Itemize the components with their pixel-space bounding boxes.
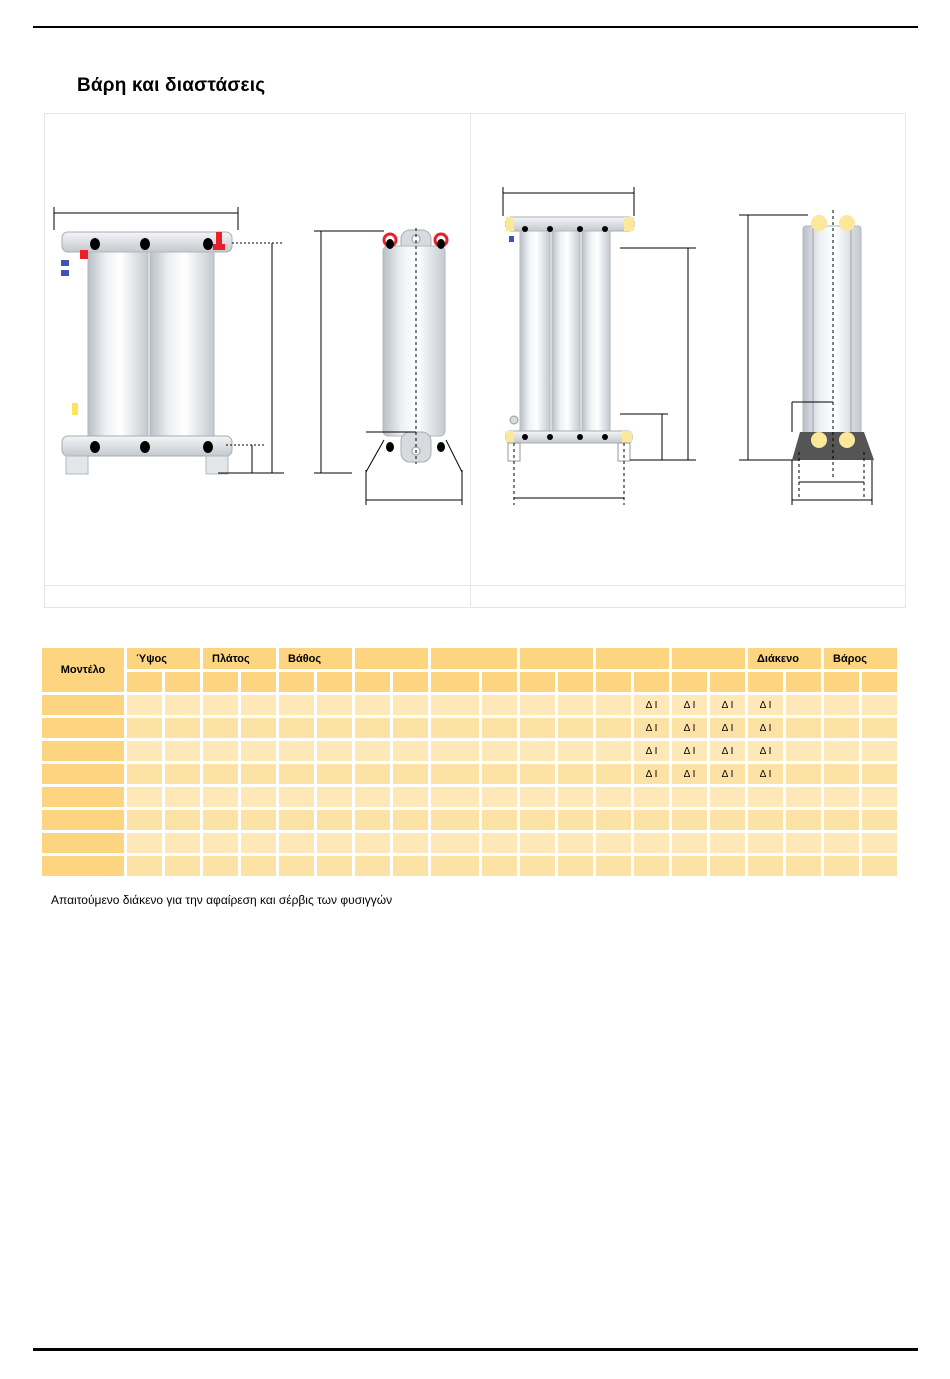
table-cell: [520, 718, 555, 738]
table-cell: [824, 764, 859, 784]
table-cell: [127, 787, 162, 807]
subheader-cell: [634, 672, 669, 692]
table-cell: [431, 764, 479, 784]
table-cell: [558, 856, 593, 876]
table-cell: [431, 856, 479, 876]
table-cell: [748, 833, 783, 853]
table-cell: [355, 764, 390, 784]
table-cell: [393, 695, 428, 715]
table-cell: [672, 810, 707, 830]
table-cell: [596, 741, 631, 761]
table-cell: [241, 764, 276, 784]
table-cell: [355, 810, 390, 830]
table-cell: [824, 810, 859, 830]
table-cell: [748, 856, 783, 876]
table-cell: [824, 741, 859, 761]
table-cell: [203, 741, 238, 761]
model-cell: [42, 810, 124, 830]
table-cell: [317, 856, 352, 876]
table-cell: [355, 695, 390, 715]
table-cell: [127, 810, 162, 830]
table-cell: [482, 718, 517, 738]
dimension-drawings: [0, 0, 950, 620]
table-cell: Δ Ι: [634, 764, 669, 784]
table-cell: Δ Ι: [634, 718, 669, 738]
table-cell: [203, 856, 238, 876]
table-row: [42, 741, 900, 761]
table-cell: [317, 810, 352, 830]
table-cell: [786, 787, 821, 807]
table-cell: [127, 741, 162, 761]
model-cell: [42, 833, 124, 853]
column-header-group-4: [355, 648, 428, 669]
column-header-group-6: [520, 648, 593, 669]
table-cell: [355, 856, 390, 876]
table-cell: [165, 833, 200, 853]
table-cell: [431, 787, 479, 807]
dimensions-table: [39, 645, 903, 879]
table-cell: [862, 718, 897, 738]
table-cell: [520, 856, 555, 876]
table-cell: [241, 741, 276, 761]
table-cell: Δ Ι: [710, 764, 745, 784]
table-cell: [634, 787, 669, 807]
table-cell: [317, 718, 352, 738]
table-cell: [862, 741, 897, 761]
table-cell: [634, 810, 669, 830]
column-header-width: Πλάτος: [203, 648, 276, 669]
table-cell: [279, 764, 314, 784]
table-cell: [748, 787, 783, 807]
table-cell: [862, 787, 897, 807]
table-cell: [634, 833, 669, 853]
table-cell: [127, 833, 162, 853]
table-cell: [393, 741, 428, 761]
table-row: [42, 787, 900, 807]
side-view-drawing-1: [314, 228, 462, 505]
table-cell: [279, 741, 314, 761]
table-cell: [241, 695, 276, 715]
table-cell: [355, 787, 390, 807]
table-row: [42, 856, 900, 876]
table-cell: [203, 695, 238, 715]
subheader-cell: [672, 672, 707, 692]
table-cell: [165, 718, 200, 738]
model-cell: [42, 764, 124, 784]
table-cell: [520, 695, 555, 715]
table-cell: [165, 787, 200, 807]
table-cell: [786, 833, 821, 853]
table-cell: [241, 856, 276, 876]
table-cell: [355, 741, 390, 761]
table-cell: [203, 764, 238, 784]
table-row: [42, 764, 900, 784]
table-cell: [558, 764, 593, 784]
table-cell: [482, 764, 517, 784]
table-cell: [203, 718, 238, 738]
subheader-cell: [558, 672, 593, 692]
table-cell: [165, 741, 200, 761]
table-cell: [279, 810, 314, 830]
table-cell: Δ Ι: [634, 695, 669, 715]
table-cell: [596, 810, 631, 830]
model-cell: [42, 787, 124, 807]
subheader-cell: [596, 672, 631, 692]
column-header-clearance: Διάκενο: [748, 648, 821, 669]
subheader-cell: [520, 672, 555, 692]
table-cell: [558, 833, 593, 853]
table-cell: [862, 810, 897, 830]
table-cell: [824, 833, 859, 853]
table-cell: Δ Ι: [634, 741, 669, 761]
column-header-group-5: [431, 648, 517, 669]
table-cell: [317, 833, 352, 853]
table-cell: [279, 856, 314, 876]
table-cell: [317, 764, 352, 784]
subheader-cell: [317, 672, 352, 692]
page-title: Βάρη και διαστάσεις: [77, 75, 266, 96]
table-row: [42, 810, 900, 830]
subheader-cell: [710, 672, 745, 692]
table-cell: [393, 833, 428, 853]
table-cell: [558, 787, 593, 807]
table-cell: [317, 695, 352, 715]
table-cell: [558, 741, 593, 761]
table-cell: [862, 695, 897, 715]
table-cell: [431, 810, 479, 830]
table-cell: [520, 787, 555, 807]
table-cell: [824, 718, 859, 738]
table-row: [42, 718, 900, 738]
table-cell: [710, 787, 745, 807]
model-cell: [42, 741, 124, 761]
table-cell: [520, 833, 555, 853]
table-subheader-row: [42, 672, 900, 692]
table-cell: [165, 810, 200, 830]
table-cell: [596, 718, 631, 738]
table-cell: [672, 787, 707, 807]
table-cell: [786, 718, 821, 738]
table-cell: [127, 695, 162, 715]
table-cell: [786, 810, 821, 830]
table-cell: [279, 833, 314, 853]
subheader-cell: [862, 672, 897, 692]
subheader-cell: [127, 672, 162, 692]
table-cell: [824, 787, 859, 807]
table-cell: [862, 856, 897, 876]
subheader-cell: [165, 672, 200, 692]
table-cell: [558, 810, 593, 830]
table-cell: Δ Ι: [748, 718, 783, 738]
table-cell: [317, 787, 352, 807]
table-cell: Δ Ι: [710, 741, 745, 761]
subheader-cell: [748, 672, 783, 692]
column-header-depth: Βάθος: [279, 648, 352, 669]
footnote: Απαιτούμενο διάκενο για την αφαίρεση και σέρβις των φυσιγγών: [51, 893, 393, 907]
table-cell: [203, 810, 238, 830]
table-cell: [786, 856, 821, 876]
table-cell: [710, 810, 745, 830]
table-cell: [127, 856, 162, 876]
table-cell: Δ Ι: [710, 718, 745, 738]
table-cell: [393, 856, 428, 876]
table-cell: [127, 718, 162, 738]
table-cell: Δ Ι: [672, 718, 707, 738]
subheader-cell: [393, 672, 428, 692]
table-cell: [862, 764, 897, 784]
table-cell: [710, 833, 745, 853]
table-row: [42, 833, 900, 853]
table-cell: [596, 695, 631, 715]
table-cell: [127, 764, 162, 784]
table-cell: [748, 810, 783, 830]
table-cell: [482, 695, 517, 715]
table-cell: [431, 741, 479, 761]
table-cell: [241, 810, 276, 830]
side-view-drawing-2: [739, 210, 874, 505]
column-header-height: Ύψος: [127, 648, 200, 669]
subheader-cell: [786, 672, 821, 692]
table-cell: [672, 833, 707, 853]
table-cell: [393, 787, 428, 807]
model-cell: [42, 856, 124, 876]
table-cell: [824, 695, 859, 715]
subheader-cell: [431, 672, 479, 692]
footer-rule: [33, 1348, 918, 1351]
table-cell: [634, 856, 669, 876]
table-cell: [355, 718, 390, 738]
subheader-cell: [482, 672, 517, 692]
table-cell: [482, 856, 517, 876]
table-cell: [165, 856, 200, 876]
subheader-cell: [241, 672, 276, 692]
table-cell: [203, 787, 238, 807]
table-cell: [482, 810, 517, 830]
subheader-cell: [203, 672, 238, 692]
table-cell: [482, 787, 517, 807]
table-cell: [482, 833, 517, 853]
table-body: [42, 695, 900, 876]
table-cell: [520, 741, 555, 761]
column-header-weight: Βάρος: [824, 648, 897, 669]
table-cell: [710, 856, 745, 876]
subheader-cell: [355, 672, 390, 692]
table-cell: [596, 856, 631, 876]
table-cell: [241, 833, 276, 853]
table-cell: Δ Ι: [672, 764, 707, 784]
table-cell: Δ Ι: [748, 741, 783, 761]
table-cell: [241, 787, 276, 807]
table-cell: Δ Ι: [748, 764, 783, 784]
subheader-cell: [279, 672, 314, 692]
table-header-row: [42, 648, 900, 669]
table-cell: [279, 718, 314, 738]
table-cell: [596, 764, 631, 784]
column-header-group-7: [596, 648, 669, 669]
table-cell: [165, 764, 200, 784]
table-cell: [786, 695, 821, 715]
table-cell: [355, 833, 390, 853]
table-cell: [241, 718, 276, 738]
subheader-cell: [824, 672, 859, 692]
table-cell: [596, 833, 631, 853]
table-cell: [165, 695, 200, 715]
table-cell: [431, 718, 479, 738]
front-view-drawing-2: [503, 187, 696, 505]
table-cell: Δ Ι: [672, 741, 707, 761]
table-cell: [317, 741, 352, 761]
table-cell: [520, 810, 555, 830]
table-cell: Δ Ι: [672, 695, 707, 715]
table-cell: [431, 695, 479, 715]
model-cell: [42, 695, 124, 715]
table-cell: [596, 787, 631, 807]
table-cell: [279, 695, 314, 715]
table-cell: Δ Ι: [710, 695, 745, 715]
table-cell: [824, 856, 859, 876]
table-cell: [482, 741, 517, 761]
table-cell: [520, 764, 555, 784]
column-header-model: Μοντέλο: [42, 648, 124, 692]
table-cell: [786, 764, 821, 784]
table-cell: [279, 787, 314, 807]
model-cell: [42, 718, 124, 738]
front-view-drawing-1: [54, 207, 284, 474]
column-header-group-8: [672, 648, 745, 669]
table-cell: [862, 833, 897, 853]
table-cell: [203, 833, 238, 853]
table-cell: [558, 695, 593, 715]
table-cell: [393, 810, 428, 830]
table-cell: [393, 718, 428, 738]
table-cell: [672, 856, 707, 876]
table-cell: [558, 718, 593, 738]
table-cell: Δ Ι: [748, 695, 783, 715]
table-row: [42, 695, 900, 715]
table-cell: [786, 741, 821, 761]
table-cell: [393, 764, 428, 784]
table-cell: [431, 833, 479, 853]
